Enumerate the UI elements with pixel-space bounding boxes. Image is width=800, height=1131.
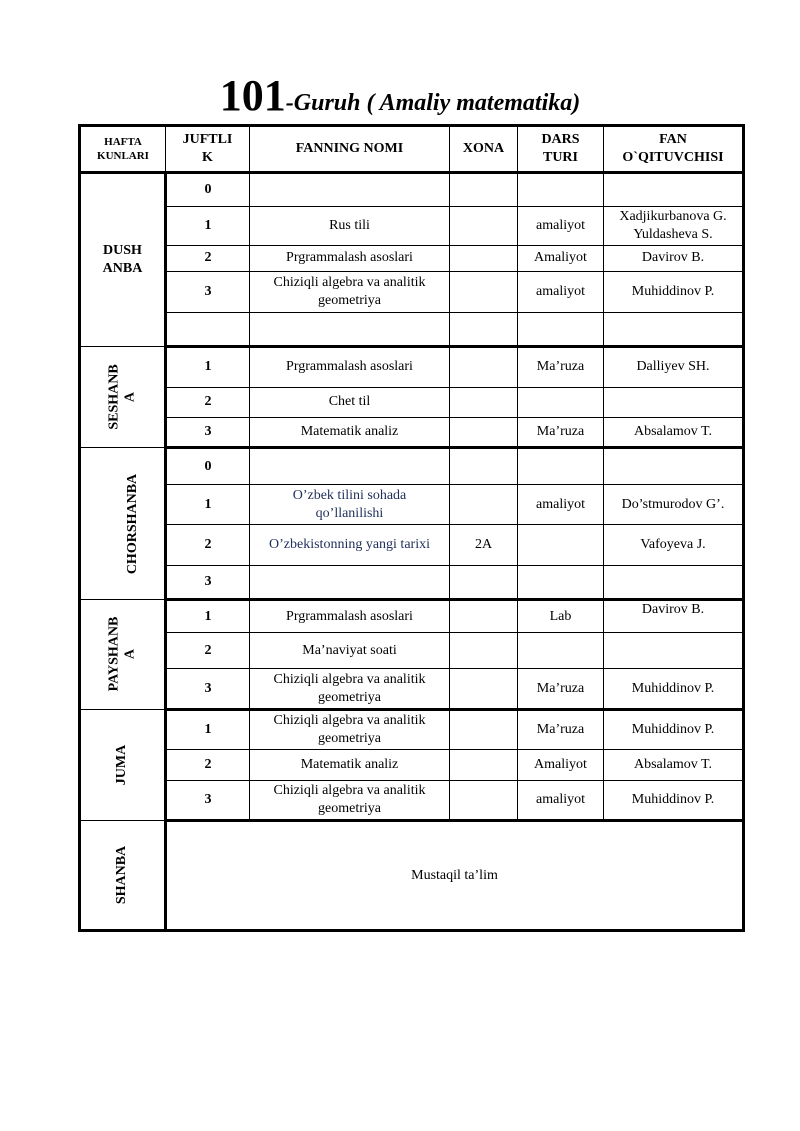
- subject-name: [250, 172, 450, 206]
- schedule-row: [80, 525, 744, 566]
- room: [450, 387, 518, 417]
- pair-number: 1: [166, 600, 250, 632]
- room: [450, 632, 518, 668]
- header-subject: FANNING NOMI: [250, 126, 450, 173]
- subject-name: Ma’naviyat soati: [250, 632, 450, 668]
- lesson-type: amaliyot: [518, 207, 604, 246]
- header-room: XONA: [450, 126, 518, 173]
- subject-name: Matematik analiz: [250, 750, 450, 780]
- subject-name: Chiziqli algebra va analitik geometriya: [250, 271, 450, 312]
- lesson-type: [518, 448, 604, 484]
- teacher-name: [604, 448, 744, 484]
- day-row: [80, 821, 744, 931]
- room: [450, 245, 518, 271]
- subject-name: [250, 448, 450, 484]
- lesson-type: [518, 632, 604, 668]
- schedule-row: [80, 172, 744, 206]
- group-number: 101: [219, 71, 286, 120]
- lesson-type: [518, 565, 604, 599]
- teacher-name: [604, 387, 744, 417]
- schedule-row: [80, 600, 744, 632]
- teacher-name: Do’stmurodov G’.: [604, 484, 744, 525]
- pair-number: 1: [166, 207, 250, 246]
- schedule-row: [80, 669, 744, 710]
- lesson-type: Ma’ruza: [518, 417, 604, 447]
- header-day: HAFTA KUNLARI: [80, 126, 166, 173]
- teacher-name: [604, 312, 744, 346]
- pair-number: 1: [166, 346, 250, 387]
- subject-name: Prgrammalash asoslari: [250, 600, 450, 632]
- teacher-name: Davirov B.: [604, 600, 744, 632]
- schedule-row: [80, 312, 744, 346]
- room: [450, 600, 518, 632]
- schedule-row: [80, 207, 744, 246]
- subject-name: O’zbekistonning yangi tarixi: [250, 525, 450, 566]
- header-row: [80, 126, 744, 173]
- day-name: PAYSHANB A: [80, 600, 166, 709]
- subject-name: Prgrammalash asoslari: [250, 346, 450, 387]
- subject-name: Chiziqli algebra va analitik geometriya: [250, 709, 450, 750]
- schedule-table: [78, 124, 745, 932]
- pair-number: 1: [166, 484, 250, 525]
- schedule-row: [80, 780, 744, 821]
- lesson-type: amaliyot: [518, 271, 604, 312]
- day-name: CHORSHANBA: [80, 448, 166, 600]
- schedule-row: [80, 632, 744, 668]
- schedule-row: [80, 448, 744, 484]
- schedule-row: [80, 271, 744, 312]
- pair-number: 2: [166, 632, 250, 668]
- room: [450, 484, 518, 525]
- subject-name: Chiziqli algebra va analitik geometriya: [250, 669, 450, 710]
- room: [450, 417, 518, 447]
- room: [450, 565, 518, 599]
- schedule-row: [80, 346, 744, 387]
- room: [450, 780, 518, 821]
- pair-number: 2: [166, 387, 250, 417]
- subject-name: Rus tili: [250, 207, 450, 246]
- subject-name: [250, 312, 450, 346]
- subject-name: Chet til: [250, 387, 450, 417]
- lesson-type: Amaliyot: [518, 750, 604, 780]
- room: [450, 448, 518, 484]
- teacher-name: Vafoyeva J.: [604, 525, 744, 566]
- subject-name: Matematik analiz: [250, 417, 450, 447]
- group-title-rest: -Guruh ( Amaliy matematika): [285, 90, 581, 116]
- lesson-type: [518, 387, 604, 417]
- teacher-name: Muhiddinov P.: [604, 271, 744, 312]
- teacher-name: Muhiddinov P.: [604, 709, 744, 750]
- day-name: SHANBA: [80, 821, 166, 931]
- room: [450, 207, 518, 246]
- schedule-row: [80, 484, 744, 525]
- room: [450, 172, 518, 206]
- header-teacher: FAN O`QITUVCHISI: [604, 126, 744, 173]
- lesson-type: Amaliyot: [518, 245, 604, 271]
- schedule-row: [80, 387, 744, 417]
- subject-name: O’zbek tilini sohada qo’llanilishi: [250, 484, 450, 525]
- teacher-name: Muhiddinov P.: [604, 669, 744, 710]
- schedule-row: [80, 565, 744, 599]
- day-name: SESHANB A: [80, 346, 166, 447]
- teacher-name: [604, 172, 744, 206]
- schedule-row: [80, 245, 744, 271]
- independent-study-note: Mustaqil ta’lim: [166, 821, 744, 931]
- pair-number: 0: [166, 172, 250, 206]
- day-name: DUSH ANBA: [80, 172, 166, 346]
- pair-number: 3: [166, 669, 250, 710]
- room: [450, 312, 518, 346]
- schedule-row: [80, 709, 744, 750]
- pair-number: 3: [166, 780, 250, 821]
- room: [450, 271, 518, 312]
- room: [450, 346, 518, 387]
- subject-name: Prgrammalash asoslari: [250, 245, 450, 271]
- teacher-name: Davirov B.: [604, 245, 744, 271]
- pair-number: 2: [166, 245, 250, 271]
- day-name: JUMA: [80, 709, 166, 821]
- room: [450, 709, 518, 750]
- room: [450, 750, 518, 780]
- pair-number: 3: [166, 271, 250, 312]
- room: [450, 669, 518, 710]
- teacher-name: Xadjikurbanova G. Yuldasheva S.: [604, 207, 744, 246]
- subject-name: [250, 565, 450, 599]
- teacher-name: [604, 565, 744, 599]
- lesson-type: Ma’ruza: [518, 346, 604, 387]
- lesson-type: [518, 172, 604, 206]
- page-title: [0, 70, 800, 121]
- lesson-type: Ma’ruza: [518, 669, 604, 710]
- lesson-type: [518, 312, 604, 346]
- pair-number: 2: [166, 750, 250, 780]
- lesson-type: Lab: [518, 600, 604, 632]
- schedule-row: [80, 417, 744, 447]
- header-pair: JUFTLI K: [166, 126, 250, 173]
- schedule-row: [80, 750, 744, 780]
- lesson-type: amaliyot: [518, 780, 604, 821]
- room: 2A: [450, 525, 518, 566]
- lesson-type: Ma’ruza: [518, 709, 604, 750]
- pair-number: 2: [166, 525, 250, 566]
- teacher-name: [604, 632, 744, 668]
- pair-number: [166, 312, 250, 346]
- teacher-name: Dalliyev SH.: [604, 346, 744, 387]
- teacher-name: Absalamov T.: [604, 417, 744, 447]
- lesson-type: [518, 525, 604, 566]
- pair-number: 3: [166, 417, 250, 447]
- pair-number: 3: [166, 565, 250, 599]
- teacher-name: Absalamov T.: [604, 750, 744, 780]
- pair-number: 1: [166, 709, 250, 750]
- header-type: DARS TURI: [518, 126, 604, 173]
- teacher-name: Muhiddinov P.: [604, 780, 744, 821]
- pair-number: 0: [166, 448, 250, 484]
- lesson-type: amaliyot: [518, 484, 604, 525]
- subject-name: Chiziqli algebra va analitik geometriya: [250, 780, 450, 821]
